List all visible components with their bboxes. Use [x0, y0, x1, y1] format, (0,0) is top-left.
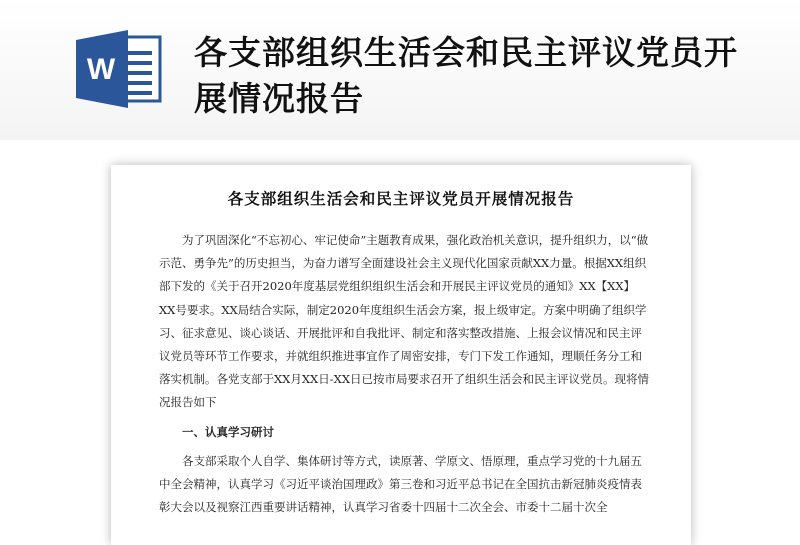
document-page: [111, 165, 691, 545]
header-banner: [0, 0, 800, 140]
document-body: [159, 229, 651, 519]
paragraph-intro: 为了巩固深化“不忘初心、牢记使命”主题教育成果，强化政治机关意识，提升组织力，以“做示范、勇争先”的历史担当，为奋力谱写全面建设社会主义现代化国家贡献XX力量。根据XX组织部下发的《关于召开2020年度基层党组织组织生活会和开展民主评议党员的通知》XX【XX】XX号要求。XX局结合实际，制定2020年度组织生活会方案，报上级审定。方案中明确了组织学习、征求意见、谈心谈话、开展批评和自我批评、制定和落实整改措施、上报会议情况和民主评议党员等环节工作要求，并就组织推进事宜作了周密安排，专门下发工作通知，理顺任务分工和落实机制。各党支部于XX月XX日-XX日已按市局要求召开了组织生活会和民主评议党员。现将情况报告如下: [159, 233, 650, 410]
word-document-icon: [72, 28, 164, 110]
paragraph-study: 各支部采取个人自学、集体研讨等方式，读原著、学原文、悟原理，重点学习党的十九届五中全会精神，认真学习《习近平谈治国理政》第三卷和习近平总书记在全国抗击新冠肺炎疫情表彰大会以及视察江西重要讲话精神，认真学习省委十四届十二次全会、市委十二届十次全: [159, 453, 642, 515]
document-title: 各支部组织生活会和民主评议党员开展情况报告: [227, 189, 575, 208]
page-title: 各支部组织生活会和民主评议党员开展情况报告: [194, 33, 738, 118]
word-icon-letter: W: [86, 53, 116, 86]
section-heading: 一、认真学习研讨: [182, 424, 274, 439]
